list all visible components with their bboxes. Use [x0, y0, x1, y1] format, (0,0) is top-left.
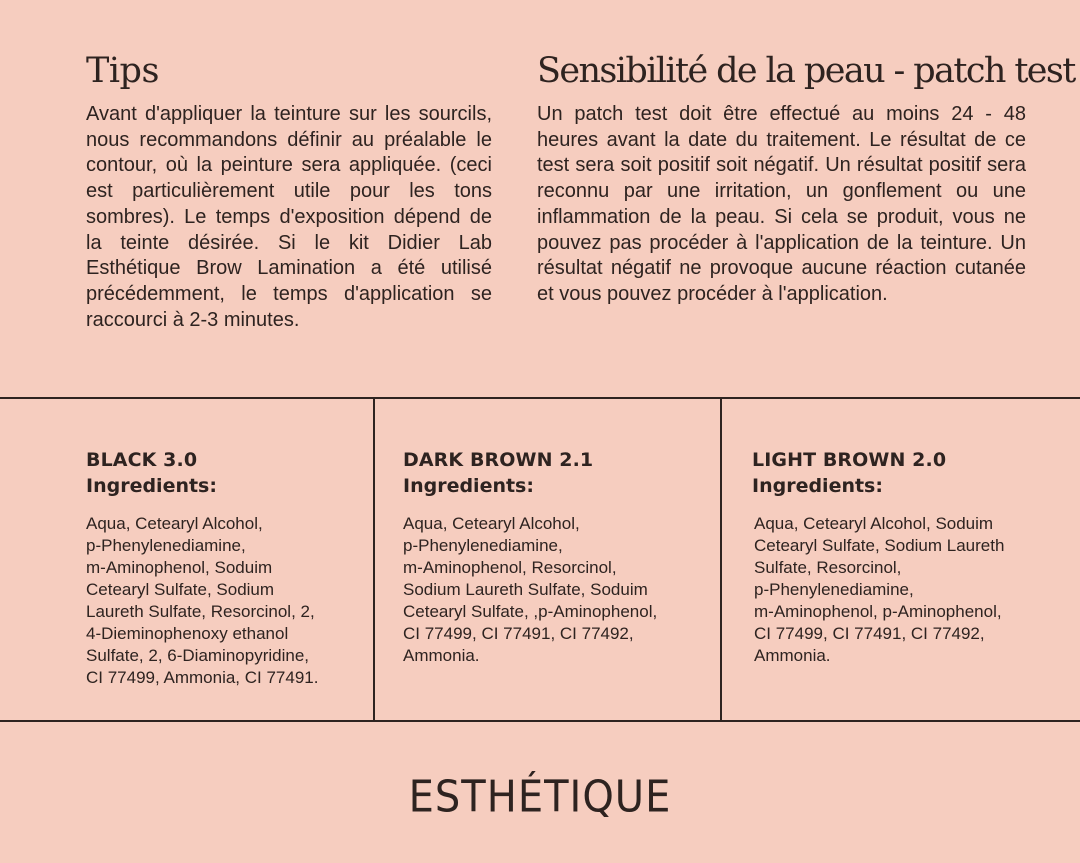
info-section: [0, 0, 1080, 398]
divider-column-2: [720, 398, 722, 722]
patch-test-body: Un patch test doit être effectué au moins 24 - 48 heures avant la date du traitement. Le résultat de ce test sera soit positif soit négatif. Un résultat positif sera reconnu par une irritation, un gonflement ou une inflammation de la peau. Si cela se produit, vous ne pouvez pas procéder à l'application de la teinture. Un résultat négatif ne provoque aucune réaction cutanée et vous pouvez procéder à l'application.: [537, 103, 1026, 305]
ingredients-label: Ingredients:: [752, 475, 883, 497]
patch-test-title: Sensibilité de la peau - patch test: [537, 51, 1075, 91]
ingredients-list: Aqua, Cetearyl Alcohol, p-Phenylenediamine, m-Aminophenol, Soduim Cetearyl Sulfate, Sodium Laureth Sulfate, Resorcinol, 2, 4-Dieminophenoxy ethanol Sulfate, 2, 6-Diaminopyridine, CI 77499, Ammonia, CI 77491.: [86, 514, 319, 687]
product-black-ingredients: [86, 447, 356, 689]
divider-bottom: [0, 720, 1080, 722]
divider-column-1: [373, 398, 375, 722]
brand-logo: ESTHÉTIQUE: [408, 772, 672, 823]
product-name: DARK BROWN 2.1: [403, 449, 594, 471]
tips-body: Avant d'appliquer la teinture sur les sourcils, nous recommandons définir au préalable le contour, où la peinture sera appliquée. (ceci est particulièrement utile pour les tons sombres). Le temps d'exposition dépend de la teinte désirée. Si le kit Didier Lab Esthétique Brow Lamination a été utilisé précédemment, le temps d'application se raccourci à 2-3 minutes.: [86, 103, 492, 331]
ingredients-label: Ingredients:: [86, 475, 217, 497]
ingredients-list: Aqua, Cetearyl Alcohol, Soduim Cetearyl Sulfate, Sodium Laureth Sulfate, Resorcinol, p-Phenylenediamine, m-Aminophenol, p-Aminophenol, CI 77499, CI 77491, CI 77492, Ammonia.: [754, 514, 1005, 665]
divider-top: [0, 397, 1080, 399]
product-dark-brown-ingredients: [403, 447, 703, 667]
tips-title: Tips: [86, 51, 159, 91]
product-light-brown-ingredients: [752, 447, 1052, 667]
patch-test-column: [537, 48, 1075, 308]
ingredients-list: Aqua, Cetearyl Alcohol, p-Phenylenediamine, m-Aminophenol, Resorcinol, Sodium Laureth Sulfate, Soduim Cetearyl Sulfate, ,p-Aminophenol, CI 77499, CI 77491, CI 77492, Ammonia.: [403, 514, 658, 665]
ingredients-label: Ingredients:: [403, 475, 534, 497]
product-name: BLACK 3.0: [86, 449, 198, 471]
tips-column: [86, 48, 492, 333]
product-name: LIGHT BROWN 2.0: [752, 449, 947, 471]
